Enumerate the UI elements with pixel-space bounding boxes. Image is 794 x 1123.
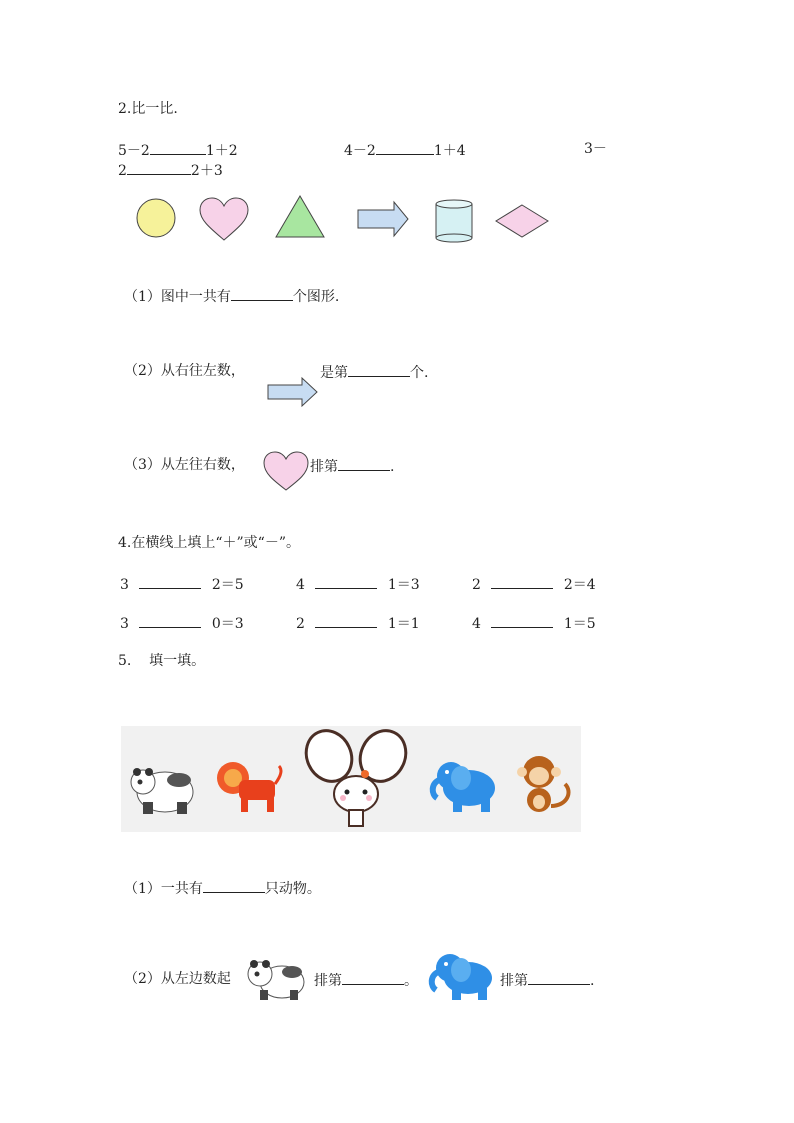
q2-item-3: [118, 160, 223, 180]
q4-title: 4.在横线上填上“＋”或“－”。: [118, 535, 300, 551]
q2-item-1: [118, 140, 238, 160]
answer-blank[interactable]: [231, 286, 293, 301]
q3-sub1-suffix: 个图形.: [292, 289, 340, 305]
answer-blank[interactable]: [139, 613, 201, 628]
q4-item: [472, 574, 596, 594]
q4-operand: 2: [296, 616, 305, 632]
q5-title: 5. 填一填。: [118, 653, 206, 669]
q3-sub1: [124, 286, 339, 306]
q3-sub2-prompt: （2）从右往左数，: [124, 363, 245, 379]
monkey-icon: [517, 756, 569, 812]
q2-item3-right: 2＋3: [190, 163, 223, 179]
q2-item-2: [344, 140, 466, 160]
q4-item: [120, 613, 244, 633]
q3-sub2-suffix: 个.: [410, 365, 429, 381]
q2-item1-right: 1＋2: [205, 143, 238, 159]
diamond-icon: [496, 205, 548, 237]
q3-sub3-label: 排第: [310, 459, 338, 475]
q4-result: 2＝5: [211, 577, 244, 593]
q4-operand: 3: [120, 577, 129, 593]
answer-blank[interactable]: [338, 456, 390, 471]
q3-sub3-answer: [310, 456, 394, 476]
q5-sub2-suffix: .: [590, 973, 595, 989]
q5-sub2-label-2: 排第: [500, 973, 528, 989]
arrow-icon: [266, 376, 320, 408]
answer-blank[interactable]: [376, 140, 434, 155]
q3-sub3-prompt: （3）从左往右数，: [124, 457, 245, 473]
q4-result: 2＝4: [563, 577, 596, 593]
arrow-icon: [358, 202, 408, 236]
q2-title: 2.比一比.: [118, 101, 178, 117]
q4-result: 1＝3: [387, 577, 420, 593]
q2-item1-left: 5－2: [118, 143, 150, 159]
q4-operand: 2: [472, 577, 481, 593]
q4-item: [296, 613, 420, 633]
panda-icon: [244, 950, 308, 1004]
q5-sub2-answer-1: [314, 970, 418, 990]
answer-blank[interactable]: [491, 574, 553, 589]
answer-blank[interactable]: [491, 613, 553, 628]
answer-blank[interactable]: [348, 362, 410, 377]
q5-sub2-sep: 。: [404, 973, 418, 989]
q5-sub1-prompt: （1）一共有: [124, 881, 203, 897]
q4-result: 0＝3: [211, 616, 244, 632]
circle-icon: [137, 199, 175, 237]
q4-operand: 4: [296, 577, 305, 593]
answer-blank[interactable]: [342, 970, 404, 985]
rabbit-icon: [298, 726, 414, 826]
q2-item2-left: 4－2: [344, 143, 376, 159]
q4-result: 1＝5: [563, 616, 596, 632]
q3-sub3-suffix: .: [390, 459, 395, 475]
cylinder-icon: [436, 200, 472, 242]
answer-blank[interactable]: [127, 160, 191, 175]
animal-strip: [121, 726, 581, 832]
lion-icon: [217, 762, 281, 812]
elephant-icon: [433, 762, 495, 812]
q3-sub1-prompt: （1）图中一共有: [124, 289, 231, 305]
q3-sub2-label: 是第: [320, 365, 348, 381]
panda-icon: [131, 768, 193, 814]
q5-sub2-prompt: （2）从左边数起: [124, 971, 231, 987]
q3-sub2-answer: [320, 362, 428, 382]
q2-item3-left-line2: 2: [118, 163, 127, 179]
answer-blank[interactable]: [315, 613, 377, 628]
q5-sub2-label-1: 排第: [314, 973, 342, 989]
heart-icon: [262, 450, 310, 492]
answer-blank[interactable]: [139, 574, 201, 589]
q2-item2-right: 1＋4: [433, 143, 466, 159]
answer-blank[interactable]: [528, 970, 590, 985]
q4-operand: 4: [472, 616, 481, 632]
answer-blank[interactable]: [315, 574, 377, 589]
q2-item3-left-line1: 3－: [584, 141, 607, 157]
answer-blank[interactable]: [203, 878, 265, 893]
heart-icon: [200, 198, 248, 240]
q5-sub1-suffix: 只动物。: [264, 881, 321, 897]
q4-item: [472, 613, 596, 633]
q4-result: 1＝1: [387, 616, 420, 632]
answer-blank[interactable]: [150, 140, 206, 155]
elephant-icon: [428, 950, 498, 1002]
q4-item: [120, 574, 244, 594]
q5-sub1: [124, 878, 321, 898]
triangle-icon: [276, 196, 324, 237]
shape-strip: [118, 190, 550, 246]
q4-item: [296, 574, 420, 594]
q4-operand: 3: [120, 616, 129, 632]
q5-sub2-answer-2: [500, 970, 594, 990]
